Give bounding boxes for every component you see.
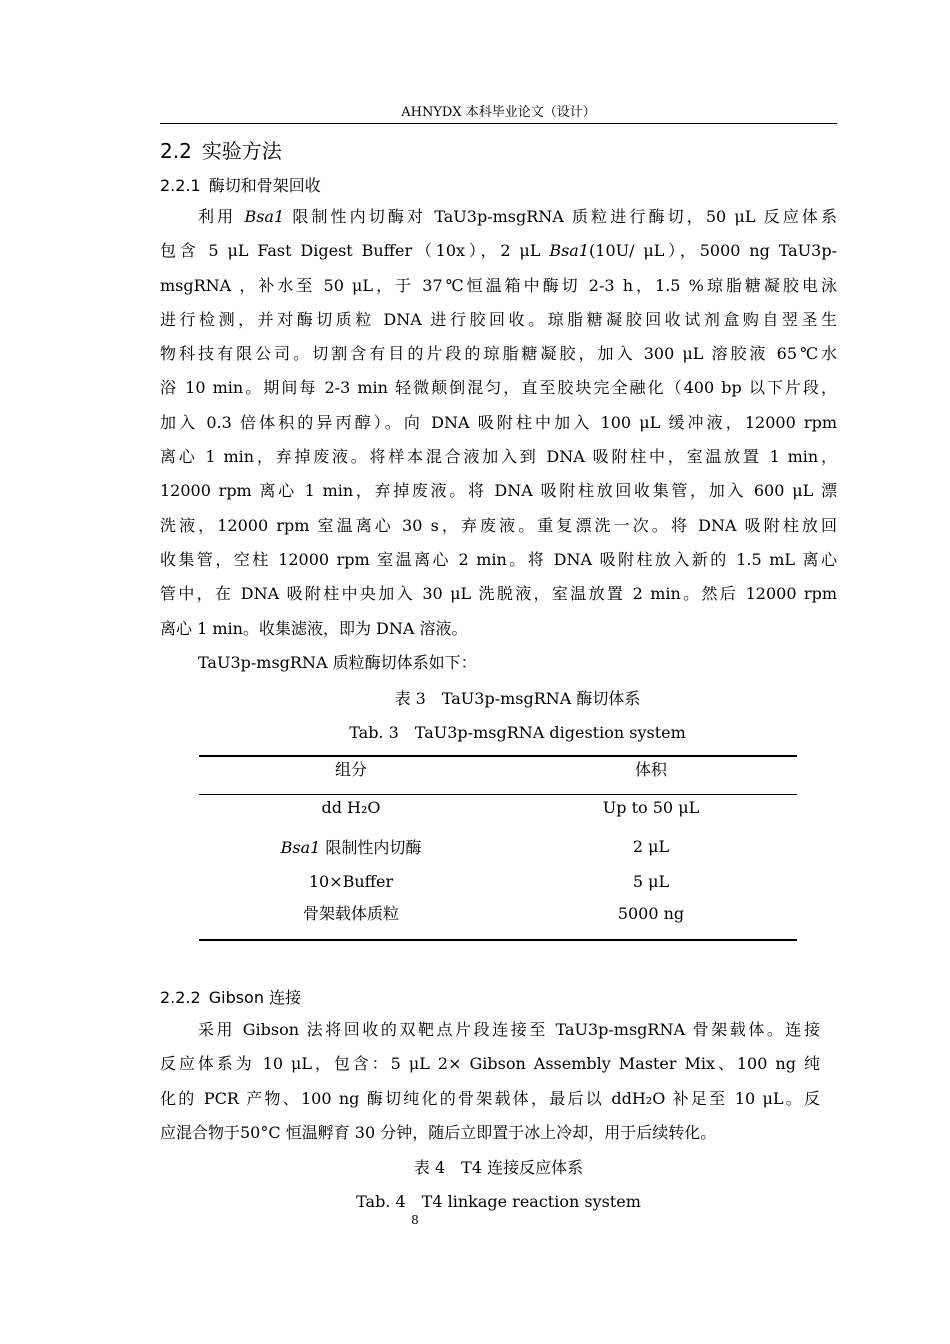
subsection-heading-gibson: [160, 986, 301, 1010]
table-top-rule: [199, 755, 797, 757]
paragraph-line: 管中，在 DNA 吸附柱中央加入 30 μL 洗脱液，室温放置 2 min。然后 12000 rpm: [160, 584, 837, 604]
table-3-caption-en: Tab. 3 TaU3p-msgRNA digestion system: [349, 723, 686, 742]
table-header-component: 组分: [334, 760, 367, 779]
table-cell: Up to 50 μL: [602, 798, 700, 817]
table-intro: TaU3p-msgRNA 质粒酶切体系如下：: [198, 652, 477, 672]
paragraph-line: msgRNA ，补水至 50 μL，于 37℃恒温箱中酶切 2-3 h，1.5 %琼脂糖凝胶电泳: [160, 275, 837, 295]
paragraph-line: 离心 1 min。收集滤液，即为 DNA 溶液。: [160, 618, 468, 638]
subsection-heading-digestion: [160, 174, 321, 198]
table-cell: Bsa1 限制性内切酶: [280, 838, 422, 857]
paragraph-line: 反应体系为 10 μL，包含：5 μL 2× Gibson Assembly Master Mix、100 ng 纯: [160, 1054, 820, 1074]
paragraph-line: 利用 Bsa1 限制性内切酶对 TaU3p-msgRNA 质粒进行酶切，50 μL 反应体系: [198, 207, 837, 226]
header-rule: [160, 123, 837, 124]
section-heading: [160, 138, 282, 164]
table-4-caption-en: Tab. 4 T4 linkage reaction system: [356, 1192, 641, 1211]
paragraph-line: 收集管，空柱 12000 rpm 室温离心 2 min。将 DNA 吸附柱放入新的 1.5 mL 离心: [160, 549, 837, 569]
subsection-number: 2.2.1: [160, 176, 201, 195]
paragraph-line: 包含 5 μL Fast Digest Buffer（10x），2 μL Bsa1(10U/ μL），5000 ng TaU3p-: [160, 241, 837, 261]
section-number: 2.2: [160, 139, 192, 163]
page-number: 8: [411, 1213, 419, 1227]
paragraph-line: 离心 1 min，弃掉废液。将样本混合液加入到 DNA 吸附柱中，室温放置 1 min，: [160, 447, 837, 467]
subsection-title: Gibson 连接: [208, 988, 302, 1007]
table-4-caption-cn: 表 4 T4 连接反应体系: [413, 1158, 584, 1177]
subsection-number: 2.2.2: [160, 988, 201, 1007]
paragraph-line: 物科技有限公司。切割含有目的片段的琼脂糖凝胶，加入 300 μL 溶胶液 65℃水: [160, 344, 837, 364]
subsection-title: 酶切和骨架回收: [208, 176, 321, 195]
table-3-caption-cn: 表 3 TaU3p-msgRNA 酶切体系: [394, 689, 641, 708]
table-cell: 5000 ng: [617, 904, 685, 923]
gibson-paragraph: [160, 1013, 820, 1150]
table-cell: dd H₂O: [321, 798, 381, 817]
paragraph-line: 进行检测，并对酶切质粒 DNA 进行胶回收。琼脂糖凝胶回收试剂盒购自翌圣生: [160, 309, 837, 329]
digestion-paragraph: [160, 200, 837, 680]
paragraph-line: 洗液，12000 rpm 室温离心 30 s，弃废液。重复漂洗一次。将 DNA 吸附柱放回: [160, 515, 837, 535]
table-header-rule: [199, 794, 797, 795]
table-header-volume: 体积: [634, 760, 667, 779]
table-cell: 2 μL: [632, 837, 670, 856]
section-title: 实验方法: [201, 139, 282, 163]
paragraph-line: 采用 Gibson 法将回收的双靶点片段连接至 TaU3p-msgRNA 骨架载体。连接: [198, 1020, 820, 1039]
paragraph-line: 浴 10 min。期间每 2-3 min 轻微颠倒混匀，直至胶块完全融化（400 bp 以下片段，: [160, 378, 837, 398]
paragraph-line: 化的 PCR 产物、100 ng 酶切纯化的骨架载体，最后以 ddH₂O 补足至 10 μL。反: [160, 1088, 820, 1108]
table-bottom-rule: [199, 939, 797, 941]
table-cell: 骨架载体质粒: [302, 904, 399, 923]
table-cell: 5 μL: [632, 872, 670, 891]
running-header: AHNYDX 本科毕业论文（设计）: [401, 105, 596, 120]
paragraph-line: 应混合物于50°C 恒温孵育 30 分钟，随后立即置于冰上冷却，用于后续转化。: [160, 1122, 717, 1142]
table-cell: 10×Buffer: [308, 872, 394, 891]
paragraph-line: 12000 rpm 离心 1 min，弃掉废液。将 DNA 吸附柱放回收集管，加入 600 μL 漂: [160, 481, 837, 501]
paragraph-line: 加入 0.3 倍体积的异丙醇）。向 DNA 吸附柱中加入 100 μL 缓冲液，12000 rpm: [160, 412, 837, 432]
